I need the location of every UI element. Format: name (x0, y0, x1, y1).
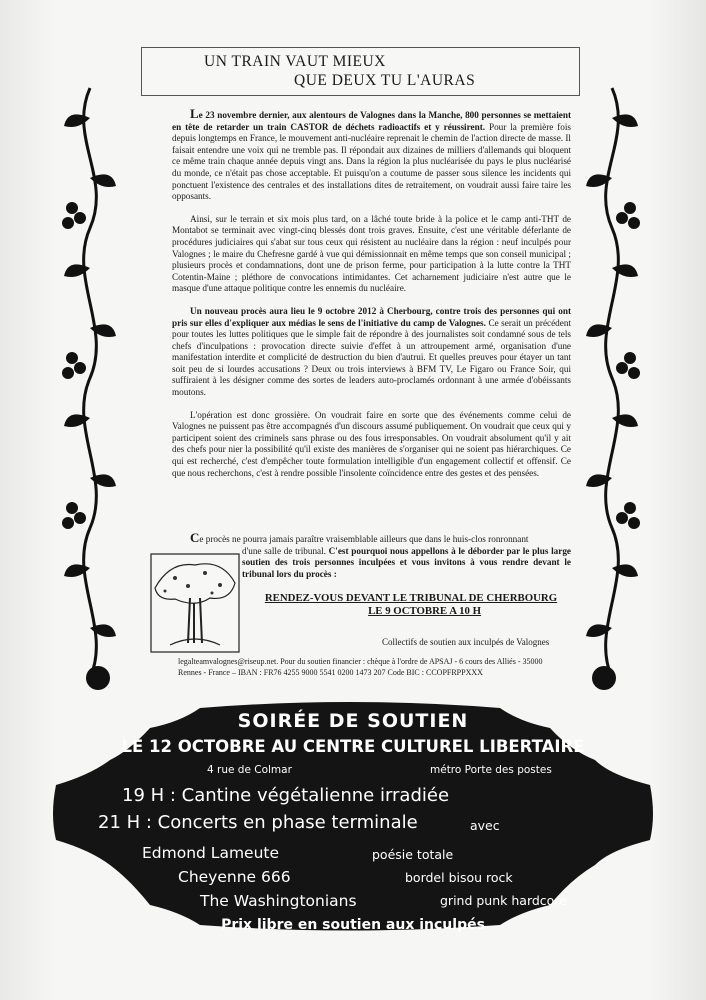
right-vine-ornament (580, 78, 644, 698)
rendezvous-announcement (246, 592, 576, 618)
paragraph-2: Ainsi, sur le terrain et six mois plus tard, on a lâché toute bride à la police et le camp anti-THT de Montabot se terminait avec vingt-cinq blessés dont trois graves. Ensuite, c'est une véritable déferlante de procédures judiciaires qui s'abat sur tous ceux qui résistent au nucléaire dans la région : neuf inculpés pour Valognes ; le maire du Chefresne gardé à vue qui démissionnait en même temps que son conseil municipal ; plusieurs procès et condamnations, dont une de prison ferme, pour participation à la lutte contre la THT Cotentin-Maine ; pléthore de convocations intimidantes. Cet acharnement judiciaire n'est autre que le masque d'une attaque politique contre les ennemis du nucléaire. (172, 213, 571, 294)
paragraph-3-rest: Ce serait un précédent pour toutes les luttes politiques que le simple fait de répondre à des journalistes soit condamné sous de tels chefs d'inculpations : provocation directe suivie d'effet à un attroupement armé, organisation d'une manifestation interdite et complicité de destruction du bien d'autrui. Et quelles preuves pour étayer un tant soit peu de si lourdes accusations ? Deux ou trois interviews à BFM TV, Le Figaro ou France Soir, qui suffiraient à les désigner comme des sortes de leaders auto-proclamés ordonnant à une armée d'obéissants moutons. (172, 317, 571, 398)
band-genre: grind punk hardcore (440, 893, 567, 908)
soiree-title: SOIRÉE DE SOUTIEN (237, 710, 469, 732)
band-name: Cheyenne 666 (178, 868, 291, 886)
band-genre: poésie totale (372, 847, 454, 862)
band-name: The Washingtonians (200, 892, 357, 910)
paragraph-5-rest (242, 546, 571, 581)
paragraph-5-line-1 (172, 532, 571, 546)
title-line-2: QUE DEUX TU L'AURAS (294, 72, 476, 89)
paragraph-5-bold: C'est pourquoi nous appellons à le déborder par le plus large soutien des trois personnes inculpées et vous invitons à vous rendre devant le tribunal lors du procès : (242, 545, 572, 579)
paragraph-1-rest: Pour la première fois depuis longtemps en France, le mouvement anti-nucléaire reprenait le chemin de l'action directe de masse. Il faisait entendre une voix qui ne tremble pas. Il répondait aux dizaines de milliers d'allemands qui bloquent ce même train chaque année depuis vingt ans. Dans la région la plus nucléarisée du pays le plus nucléarisé du monde, ce n'était pas chose acceptable. Et puisqu'on a coutume de passer sous silence les incidents qui ponctuent l'existence des centrales et des installations dites de retraitement, on voudrait aussi faire taire les opposants. (172, 121, 572, 202)
paragraph-1-bold: e 23 novembre dernier, aux alentours de Valognes dans la Manche, 800 personnes se mettaient en tête de retarder un train CASTOR de déchets radioactifs et y réussirent. (172, 110, 571, 132)
slot-21h: 21 H : Concerts en phase terminale (98, 812, 418, 833)
footer-contact-note: legalteamvalognes@riseup.net. Pour du soutien financier : chèque à l'ordre de APSAJ - 6 cours des Alliés - 35000 Rennes - France – IBAN : FR76 4255 9000 5541 0200 1473 207 Code BIC : CCOPFRPPXXX (178, 657, 543, 677)
soiree-metro: métro Porte des postes (430, 764, 552, 776)
drop-cap-c: C (190, 530, 200, 545)
left-vine-ornament (58, 78, 122, 698)
title-line-1: UN TRAIN VAUT MIEUX (204, 53, 386, 70)
avec-label: avec (470, 818, 500, 833)
rendezvous-line-1: RENDEZ-VOUS DEVANT LE TRIBUNAL DE CHERBOURG (264, 592, 558, 604)
prix-libre: Prix libre en soutien aux inculpés (221, 917, 485, 933)
paragraph-3-bold: Un nouveau procès aura lieu le 9 octobre 2012 à Cherbourg, contre trois des personnes qui ont pris sur elles d'expliquer aux médias le sens de l'initiative du camp de Valognes. (172, 305, 571, 328)
paragraph-5-plain: d'une salle de tribunal. (242, 545, 326, 556)
paragraph-5-first-line: e procès ne pourra jamais paraître vraisemblable ailleurs que dans le huis-clos ronronnant (199, 534, 529, 544)
slot-19h: 19 H : Cantine végétalienne irradiée (122, 785, 450, 806)
paragraph-1 (172, 108, 571, 203)
paragraph-3 (172, 306, 571, 399)
signature: Collectifs de soutien aux inculpés de Valognes (382, 637, 550, 647)
soiree-date: LE 12 OCTOBRE AU CENTRE CULTUREL LIBERTAIRE (121, 737, 585, 756)
drop-cap-l: L (190, 106, 199, 121)
title-box (141, 47, 580, 96)
paragraph-4: L'opération est donc grossière. On voudrait faire en sorte que des événements comme celui de Valognes ne puissent pas être accompagnés d'un discours assumé publiquement. On voudrait que ceux qui y participent soient des criminels sans phrase ou des fous irresponsables. On voudrait absolument qu'il y ait des chefs pour nier la possibilité qu'il existe des manières de s'organiser qui ne soient pas hiérarchiques. Ce qui est recherché, c'est d'empêcher toute formulation intelligible d'un engagement collectif et offensif. Ce que nous recherchons, c'est à rendre possible l'insolente coïncidence entre des gestes et des pensées. (172, 409, 571, 478)
soiree-address: 4 rue de Colmar (207, 764, 292, 776)
article-body (172, 108, 571, 490)
band-name: Edmond Lameute (142, 844, 280, 862)
rendezvous-line-2: LE 9 OCTOBRE A 10 H (368, 605, 481, 617)
band-genre: bordel bisou rock (405, 870, 513, 885)
tree-illustration (150, 553, 240, 653)
